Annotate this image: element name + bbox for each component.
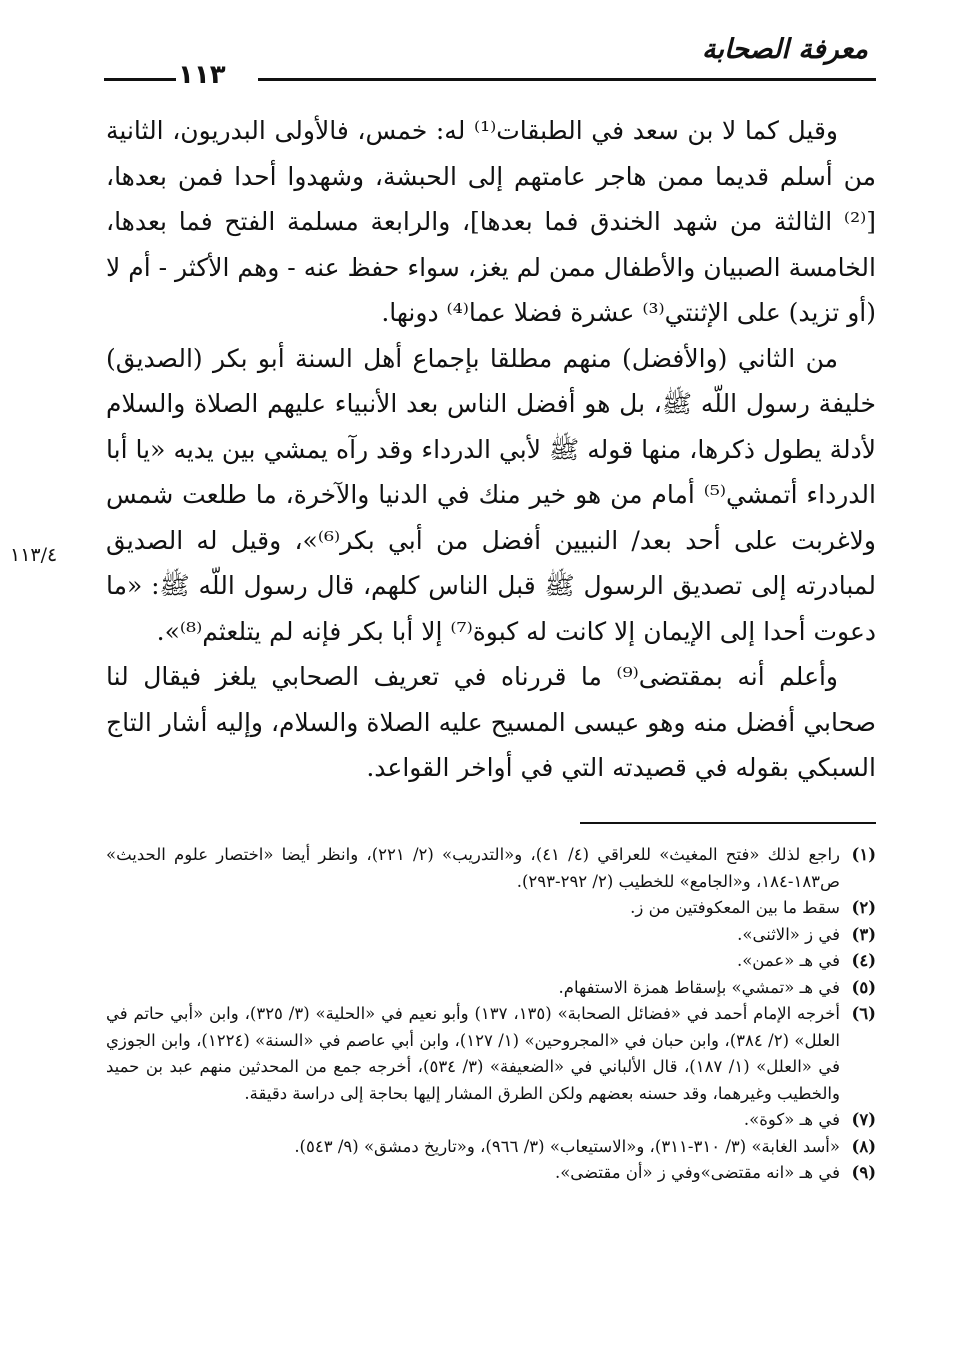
paragraph: وقيل كما لا بن سعد في الطبقات⁽¹⁾ له: خمس، فالأولى البدريون، الثانية من أسلم قديما ممن هاجر عامتهم إلى الحبشة، وشهدوا أحدا فمن بعدها، [⁽²⁾ الثالثة من شهد الخندق فما بعدها]، والرابعة مسلمة الفتح فما بعدها، الخامسة الصبيان والأطفال ممن لم يغز، سواء حفظ عنه - وهم الأكثر - أم لا (أو تزيد) على الإثنتي⁽³⁾ عشرة فضلا عما⁽⁴⁾ دونها. (106, 116, 876, 327)
footnote (106, 922, 876, 949)
paragraph: وأعلم أنه بمقتضى⁽⁹⁾ ما قررناه في تعريف الصحابي يلغز فيقال لنا صحابي أفضل منه وهو عيسى المسيح عليه الصلاة والسلام، وإليه أشار التاج السبكي بقوله في قصيدته التي في أواخر القواعد. (106, 662, 876, 782)
footnote-text: «أسد الغابة» (٣/ ٣١٠-٣١١)، و«الاستيعاب» (٣/ ٩٦٦)، و«تاريخ دمشق» (٩/ ٥٤٣). (294, 1136, 840, 1156)
footnote (106, 975, 876, 1002)
margin-folio-note: ١١٣/٤ (10, 544, 58, 566)
footnote-text: في هـ «عمن». (736, 951, 840, 970)
footnote (106, 1134, 876, 1161)
main-text (106, 108, 876, 791)
header-rule-short (104, 78, 176, 81)
footnote-number: (٧) (851, 1110, 876, 1129)
footnote-number: (١) (851, 845, 876, 864)
footnote (106, 1001, 876, 1107)
footnote (106, 948, 876, 975)
footnote-separator (580, 822, 876, 824)
footnote (106, 895, 876, 922)
footnote-number: (٥) (851, 977, 876, 997)
footnote-number: (٣) (851, 924, 876, 944)
footnote-number: (٦) (851, 1004, 876, 1023)
footnote-number: (٢) (851, 898, 876, 917)
footnote-text: راجع لذلك «فتح المغيث» للعراقي (٤/ ٤١)، و«التدريب» (٢/ ٢٢١)، وانظر أيضا «اختصار علوم الحديث» ص١٨٣-١٨٤، و«الجامع» للخطيب (٢/ ٢٩٢-٢٩٣). (106, 845, 840, 891)
footnotes (106, 842, 876, 1187)
header-rule (258, 78, 876, 81)
page-number: ١١٣ (178, 60, 226, 90)
footnote (106, 1160, 876, 1187)
footnote-text: في ز «الاثنى». (737, 924, 840, 944)
footnote-number: (٤) (851, 951, 876, 970)
footnote-text: في هـ «انه مقتضى»وفي ز «أن مقتضى». (554, 1163, 840, 1182)
footnote-text: في هـ «تمشي» بإسقاط همزة الاستفهام. (558, 977, 840, 997)
footnote-text: سقط ما بين المعكوفتين من ز. (630, 898, 840, 917)
footnote-number: (٩) (851, 1163, 876, 1182)
paragraph: من الثاني (والأفضل) منهم مطلقا بإجماع أهل السنة أبو بكر (الصديق) خليفة رسول اللّه ﷺ، بل هو أفضل الناس بعد الأنبياء عليهم الصلاة والسلام لأدلة يطول ذكرها، منها قوله ﷺ لأبي الدرداء وقد رآه يمشي بين يديه «يا أبا الدرداء أتمشي⁽⁵⁾ أمام من هو خير منك في الدنيا والآخرة، ما طلعت شمس ولاغربت على أحد بعد/ النبيين أفضل من أبي بكر⁽⁶⁾»، وقيل له الصديق لمبادرته إلى تصديق الرسول ﷺ قبل الناس كلهم، قال رسول اللّه ﷺ: «ما دعوت أحدا إلى الإيمان إلا كانت له كبوة⁽⁷⁾ إلا أبا بكر فإنه لم يتلعثم⁽⁸⁾». (106, 343, 876, 646)
running-header-title: معرفة الصحابة (702, 34, 868, 65)
footnote-text: في هـ «كوة». (743, 1110, 840, 1129)
footnote-text: أخرجه الإمام أحمد في «فضائل الصحابة» (١٣٥، ١٣٧) وأبو نعيم في «الحلية» (٣/ ٣٢٥)، وابن «أبي حاتم في العلل» (٢/ ٣٨٤)، وابن حبان في «المجروحين» (١/ ١٢٧)، وابن أبي عاصم في «السنة» (١٢٢٤)، وابن الجوزي في «العلل» (١/ ١٨٧)، قال الألباني في «الضعيفة» (٣/ ٥٣٤)، أخرجه جمع من المحدثين منهم عبد بن حميد والخطيب وغيرهما، وقد حسنه بعضهم ولكن الطرق المشار إليها بحاجة إلى دراسة دقيقة. (106, 1004, 840, 1103)
footnote (106, 842, 876, 895)
footnote (106, 1107, 876, 1134)
footnote-number: (٨) (851, 1136, 876, 1156)
